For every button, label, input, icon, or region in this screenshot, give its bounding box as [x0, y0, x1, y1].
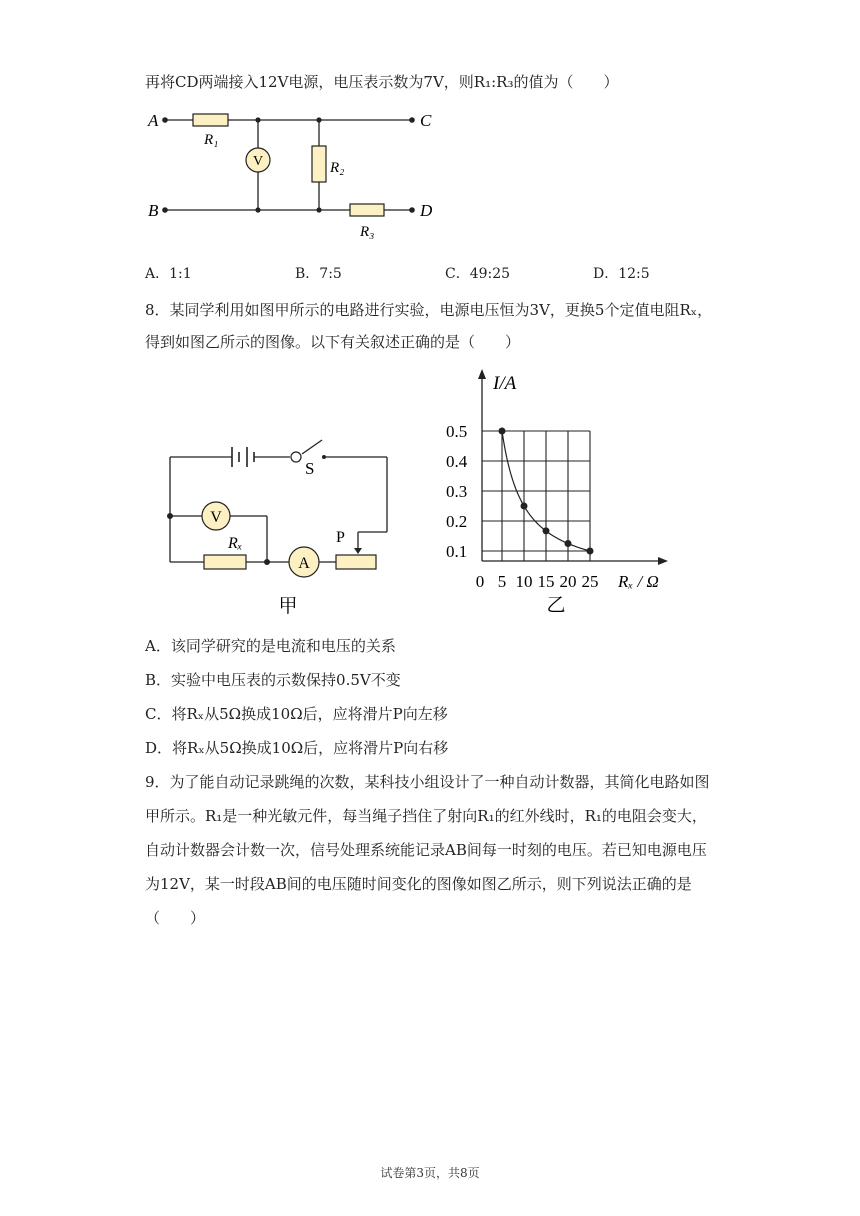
q9-line2: 甲所示。R₁是一种光敏元件，每当绳子挡住了射向R₁的红外线时，R₁的电阻会变大， — [145, 807, 707, 825]
q8-slider-label: P — [336, 529, 345, 546]
q8-graph-xlabel: Rₓ / Ω — [618, 572, 659, 591]
q7-intro: 再将CD两端接入12V电源，电压表示数为7V，则R₁:R₃的值为（ ） — [145, 73, 619, 91]
graph-data-point — [565, 540, 572, 547]
q9-line1: 9．为了能自动记录跳绳的次数，某科技小组设计了一种自动计数器，其简化电路如图 — [145, 773, 710, 791]
q7-label-d: D — [420, 201, 433, 220]
q8-circuit-diagram — [150, 430, 400, 620]
graph-y-tick: 0.1 — [446, 542, 468, 561]
q7-label-c: C — [420, 111, 432, 130]
q7-voltmeter-label: V — [252, 154, 264, 169]
q8-voltmeter-label: V — [210, 509, 222, 526]
graph-data-point — [521, 503, 528, 510]
q8-stem-line1: 8．某同学利用如图甲所示的电路进行实验，电源电压恒为3V，更换5个定值电阻Rₓ， — [145, 301, 713, 319]
q7-option-a[interactable]: A．1:1 — [145, 266, 192, 282]
q8-rx-resistor — [204, 555, 246, 569]
q7-circuit-diagram — [140, 100, 450, 240]
q8-ammeter-label: A — [298, 555, 310, 572]
q7-option-c[interactable]: C．49:25 — [445, 266, 511, 282]
q7-r3-resistor — [350, 204, 384, 216]
graph-x-tick: 25 — [581, 572, 599, 591]
q7-label-b: B — [148, 201, 159, 220]
q7-label-r2: R₂ — [330, 160, 345, 176]
q8-option-b[interactable]: B．实验中电压表的示数保持0.5V不变 — [145, 671, 401, 689]
q7-label-r3: R₃ — [360, 224, 375, 240]
q9-line4: 为12V，某一时段AB间的电压随时间变化的图像如图乙所示，则下列说法正确的是 — [145, 875, 692, 893]
graph-x-tick: 10 — [515, 572, 533, 591]
graph-y-tick: 0.2 — [446, 512, 468, 531]
graph-y-tick: 0.3 — [446, 482, 468, 501]
graph-x-tick: 0 — [475, 572, 485, 591]
q9-line3: 自动计数器会计数一次，信号处理系统能记录AB间每一时刻的电压。若已知电源电压 — [145, 841, 707, 859]
q9-line5: （ ） — [145, 909, 206, 927]
q8-option-d[interactable]: D．将Rₓ从5Ω换成10Ω后，应将滑片P向右移 — [145, 739, 449, 757]
q8-rheostat — [336, 555, 376, 569]
q8-option-c[interactable]: C．将Rₓ从5Ω换成10Ω后，应将滑片P向左移 — [145, 705, 448, 723]
q7-option-d[interactable]: D．12:5 — [593, 266, 650, 282]
graph-data-point — [543, 527, 550, 534]
q8-graph-caption: 乙 — [546, 595, 566, 616]
q8-switch-label: S — [305, 459, 315, 478]
q8-graph — [440, 365, 680, 620]
graph-data-point — [499, 428, 506, 435]
q8-circuit-caption: 甲 — [278, 596, 298, 617]
q8-graph-ylabel: I/A — [493, 373, 517, 394]
q8-option-a[interactable]: A．该同学研究的是电流和电压的关系 — [145, 637, 396, 655]
graph-x-tick: 5 — [497, 572, 507, 591]
q7-option-b[interactable]: B．7:5 — [295, 266, 342, 282]
q8-stem-line2: 得到如图乙所示的图像。以下有关叙述正确的是（ ） — [145, 333, 521, 351]
q8-rx-label: Rₓ — [228, 535, 243, 552]
page-footer: 试卷第3页，共8页 — [380, 1166, 480, 1180]
graph-y-tick: 0.4 — [446, 452, 468, 471]
graph-x-tick: 20 — [559, 572, 577, 591]
q7-label-r1: R₁ — [204, 132, 219, 148]
graph-y-tick: 0.5 — [446, 422, 468, 441]
q7-label-a: A — [148, 111, 159, 130]
graph-x-tick: 15 — [537, 572, 555, 591]
graph-data-point — [587, 548, 594, 555]
q7-r2-resistor — [312, 146, 326, 182]
q7-r1-resistor — [193, 114, 228, 126]
